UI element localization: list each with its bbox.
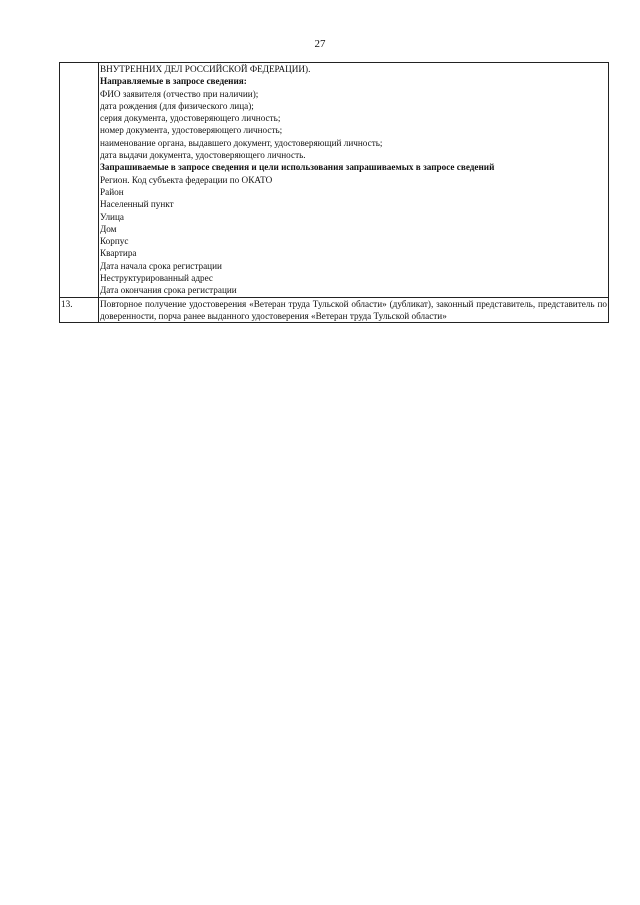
list-item: серия документа, удостоверяющего личность; [100, 113, 281, 124]
list-item: дата рождения (для физического лица); [100, 100, 254, 111]
page-number: 27 [314, 38, 326, 50]
row-number-cell: 13. [60, 297, 99, 323]
service-description: Повторное получение удостоверения «Ветеран труда Тульской области» (дубликат), законный представитель, представитель по доверенности, порча ранее выданного удостоверения «Ветеран труда Тульской области» [100, 298, 607, 321]
services-table [59, 62, 609, 323]
list-item: ФИО заявителя (отчество при наличии); [100, 88, 259, 99]
row-content-cell [99, 297, 609, 323]
list-item: Район [100, 186, 124, 197]
list-item: Улица [100, 211, 124, 222]
table-row [60, 297, 609, 323]
list-item: Дата начала срока регистрации [100, 260, 222, 271]
list-item: Квартира [100, 248, 137, 259]
list-item: Дом [100, 223, 117, 234]
heading-requested-info: Запрашиваемые в запросе сведения и цели использования запрашиваемых в запросе сведений [100, 162, 495, 173]
list-item: Регион. Код субъекта федерации по ОКАТО [100, 174, 273, 185]
list-item: Неструктурированный адрес [100, 273, 213, 284]
list-item: дата выдачи документа, удостоверяющего личность. [100, 150, 306, 161]
table-row [60, 63, 609, 298]
row-content-cell [99, 63, 609, 298]
list-item: наименование органа, выдавшего документ, удостоверяющий личность; [100, 137, 383, 148]
list-item: Дата окончания срока регистрации [100, 285, 237, 296]
list-item: номер документа, удостоверяющего личность; [100, 125, 283, 136]
heading-sent-info: Направляемые в запросе сведения: [100, 76, 247, 87]
row-number-cell [60, 63, 99, 298]
list-item: Корпус [100, 236, 129, 247]
line-agency-continuation: ВНУТРЕННИХ ДЕЛ РОССИЙСКОЙ ФЕДЕРАЦИИ). [100, 64, 311, 74]
list-item: Населенный пункт [100, 199, 174, 210]
